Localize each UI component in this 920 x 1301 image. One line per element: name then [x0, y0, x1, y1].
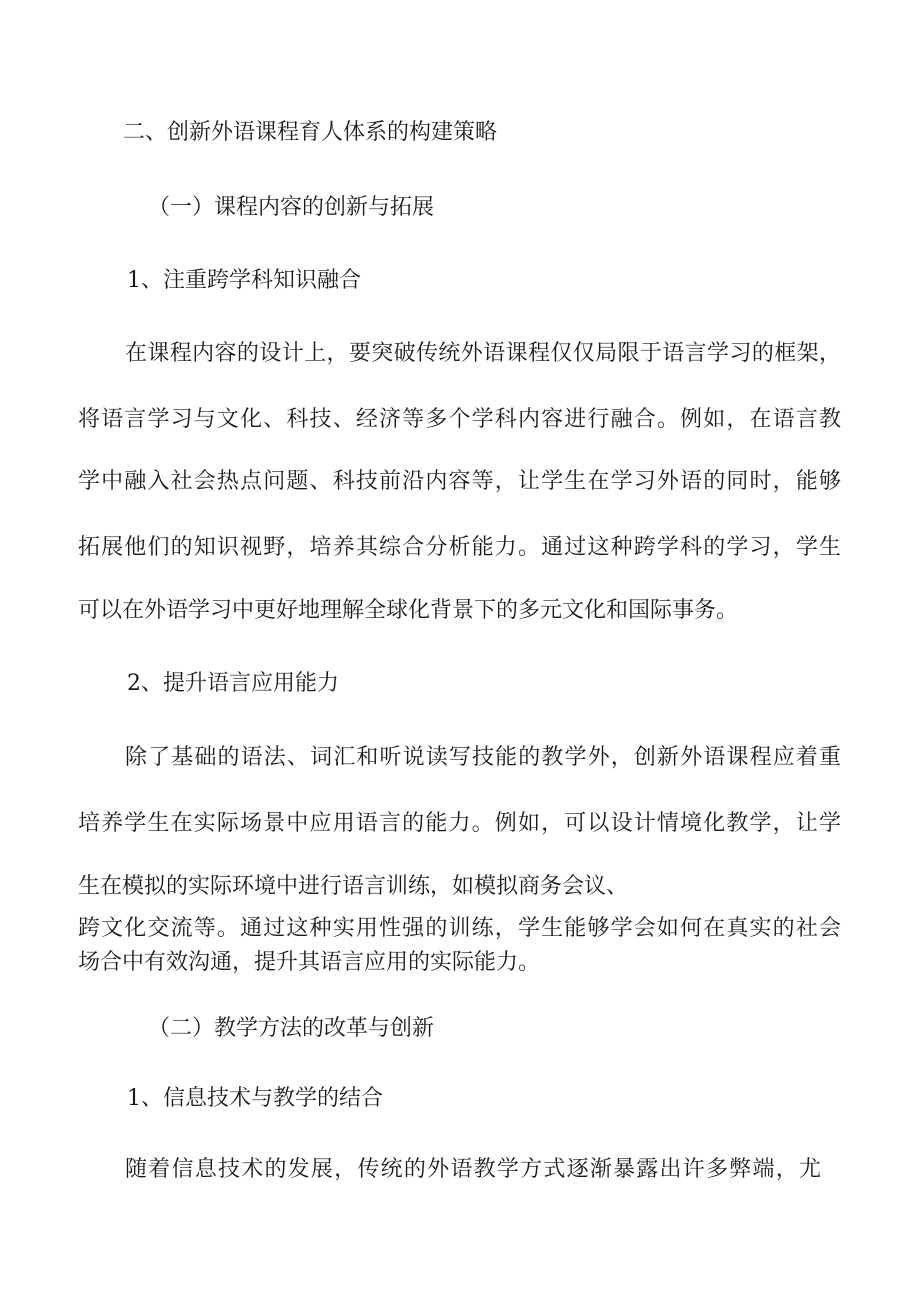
- paragraph-2-line: 培养学生在实际场景中应用语言的能力。例如，可以设计情境化教学，让学: [78, 811, 841, 836]
- item-1-2-title: 2、提升语言应用能力: [127, 671, 339, 696]
- subsection-2-title: （二）教学方法的改革与创新: [148, 1016, 435, 1041]
- paragraph-1-line: 可以在外语学习中更好地理解全球化背景下的多元文化和国际事务。: [78, 598, 739, 623]
- paragraph-1-line: 在课程内容的设计上，要突破传统外语课程仅仅局限于语言学习的框架，: [125, 341, 841, 366]
- paragraph-1-line: 将语言学习与文化、科技、经济等多个学科内容进行融合。例如，在语言教: [78, 407, 841, 432]
- paragraph-2-line: 跨文化交流等。通过这种实用性强的训练，学生能够学会如何在真实的社会: [78, 916, 841, 941]
- paragraph-2-line: 除了基础的语法、词汇和听说读写技能的教学外，创新外语课程应着重: [125, 745, 841, 770]
- paragraph-2-line: 生在模拟的实际环境中进行语言训练，如模拟商务会议、: [78, 874, 629, 899]
- subsection-1-title: （一）课程内容的创新与拓展: [148, 195, 435, 220]
- item-2-1-title: 1、信息技术与教学的结合: [127, 1086, 383, 1111]
- paragraph-1-line: 学中融入社会热点问题、科技前沿内容等，让学生在学习外语的同时，能够: [78, 469, 841, 494]
- section-title: 二、创新外语课程育人体系的构建策略: [123, 120, 498, 145]
- paragraph-1-line: 拓展他们的知识视野，培养其综合分析能力。通过这种跨学科的学习，学生: [78, 535, 841, 560]
- item-1-1-title: 1、注重跨学科知识融合: [127, 268, 361, 293]
- paragraph-3-line: 随着信息技术的发展，传统的外语教学方式逐渐暴露出许多弊端，尤: [125, 1157, 821, 1182]
- paragraph-2-line: 场合中有效沟通，提升其语言应用的实际能力。: [78, 950, 541, 975]
